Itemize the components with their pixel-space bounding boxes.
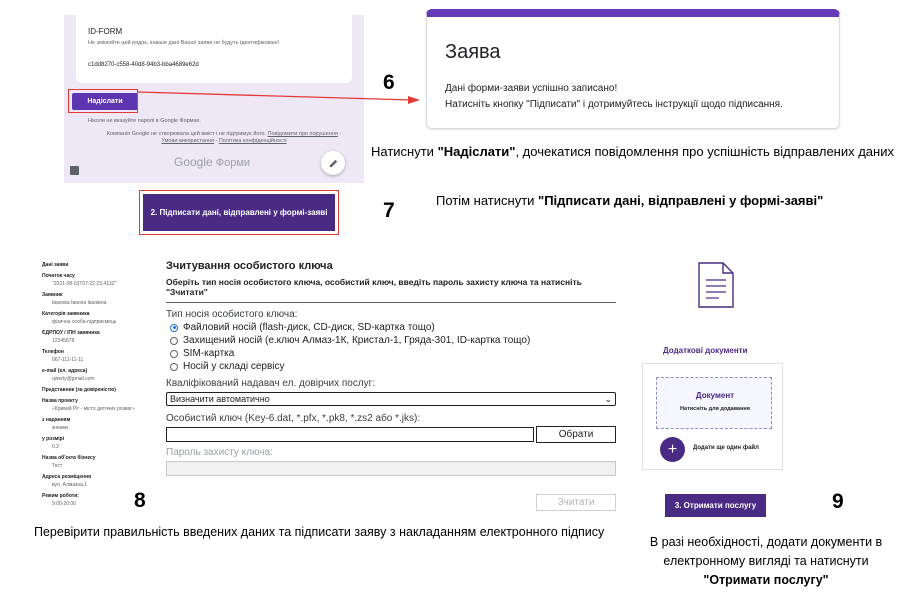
step-7-number: 7 xyxy=(383,199,395,222)
logo-forms: Форми xyxy=(215,157,251,169)
submit-highlight xyxy=(68,89,138,113)
sidebar-field-label: Режим роботи: xyxy=(42,493,79,499)
sign-data-button[interactable]: 2. Підписати дані, відправлені у формі-заяві xyxy=(143,194,335,231)
sidebar-field-label: у розмірі xyxy=(42,436,65,442)
radio-icon[interactable] xyxy=(170,350,178,358)
key-file-input[interactable] xyxy=(166,427,534,442)
carrier-option-label: Захищений носій (е.ключ Алмаз-1К, Кристал-1, Гряда-301, ID-картка тощо) xyxy=(183,335,531,346)
sidebar-field-value: 067-111-11-11 xyxy=(52,357,84,363)
id-warning: Не змінюйте цей рядок, інакше дані Вашої заяви не будуть ідентифіковані! xyxy=(88,40,280,46)
step-6-number: 6 xyxy=(383,71,395,94)
step-6-caption xyxy=(371,144,894,159)
sidebar-field-label: Адреса розміщення xyxy=(42,474,92,480)
document-dropzone[interactable] xyxy=(656,377,772,429)
carrier-sim-radio[interactable] xyxy=(170,348,234,359)
google-forms-logo xyxy=(174,155,250,169)
step-9-line2: електронному вигляді та натиснути xyxy=(663,554,869,568)
sidebar-field-value: "2021-08-03T07:22:23.413Z" xyxy=(52,281,117,287)
step-9-number: 9 xyxy=(832,490,844,513)
submit-button[interactable]: Надіслати xyxy=(72,93,138,110)
sidebar-field-label: ЄДРПОУ / ІПН заявника xyxy=(42,330,100,336)
sidebar-field-label: Представник (за довіреністю) xyxy=(42,387,116,393)
document-icon xyxy=(697,262,735,308)
dropzone-title: Документ xyxy=(695,391,735,400)
additional-docs-title: Додаткові документи xyxy=(663,346,748,355)
chevron-down-icon: ⌄ xyxy=(604,394,612,404)
sidebar-field-value: 9:00-20:00 xyxy=(52,501,76,507)
sidebar-field-value: Іванова Іванна Іванівна xyxy=(52,300,107,306)
carrier-option-label: SIM-картка xyxy=(183,348,235,359)
key-reading-form xyxy=(166,258,618,518)
sidebar-field-value: знежки xyxy=(52,425,69,431)
sidebar-field-value: 0.2 xyxy=(52,444,59,450)
password-input[interactable] xyxy=(166,461,616,476)
sidebar-field-label: Категорія заявника xyxy=(42,311,90,317)
terms-prefix: Компанія Google не створювала цей вміст і не підтримує його. xyxy=(106,131,266,137)
confirmation-title: Заява xyxy=(445,41,501,63)
terms-of-use-link[interactable]: Умови використання xyxy=(161,138,214,144)
step-9-bold: "Отримати послугу" xyxy=(703,573,829,587)
password-notice: Ніколи не вказуйте паролі в Google Формах. xyxy=(88,118,201,124)
provider-value: Визначити автоматично xyxy=(170,394,270,404)
sidebar-field-label: Заявник xyxy=(42,292,63,298)
step-6-pre: Натиснути xyxy=(371,144,438,159)
sidebar-field-label: e-mail (ел. адреса) xyxy=(42,368,88,374)
sidebar-field-label: Назва проекту xyxy=(42,398,78,404)
key-form-subtitle: Оберіть тип носія особистого ключа, особистий ключ, введіть пароль захисту ключа та натисніть "Зчитати" xyxy=(166,277,582,297)
radio-checked-icon[interactable] xyxy=(170,324,178,332)
step-8-caption: Перевірити правильність введених даних та підписати заяву з накладанням електронного підпису xyxy=(34,525,605,539)
confirmation-line-2: Натисніть кнопку "Підписати" і дотримуйтесь інструкції щодо підписання. xyxy=(445,99,783,110)
key-form-title: Зчитування особистого ключа xyxy=(166,260,333,272)
step-6-bold: "Надіслати" xyxy=(437,144,516,159)
sidebar-field-value: «Кривий Ріг - місто дитячих розваг» xyxy=(52,406,135,412)
confirmation-line-1: Дані форми-заяви успішно записано! xyxy=(445,83,618,94)
sidebar-field-label: Телефон xyxy=(42,349,64,355)
step-8-number: 8 xyxy=(134,489,146,512)
sidebar-field-label: Початок часу xyxy=(42,273,75,279)
sidebar-field-value: вул. Алмазна,1 xyxy=(52,482,88,488)
report-flag-icon[interactable] xyxy=(70,166,79,175)
logo-google: Google xyxy=(174,155,213,169)
id-form-label: ID-FORM xyxy=(88,27,123,36)
step-9-line1: В разі необхідності, додати документи в xyxy=(649,535,883,549)
radio-icon[interactable] xyxy=(170,363,178,371)
sidebar-field-value: qwerty@gmail.com xyxy=(52,376,95,382)
privacy-policy-link[interactable]: Політика конфіденційності xyxy=(218,138,287,144)
step-7-bold: "Підписати дані, відправлені у формі-заяві" xyxy=(538,193,824,208)
application-data-sidebar xyxy=(40,262,160,522)
step-9-caption xyxy=(630,533,902,590)
get-service-button[interactable]: 3. Отримати послугу xyxy=(665,494,766,517)
step-7-caption xyxy=(436,193,823,208)
edit-pencil-icon[interactable] xyxy=(321,151,345,175)
browse-button[interactable]: Обрати xyxy=(536,426,616,443)
sidebar-field-value: Тест xyxy=(52,463,63,469)
step-6-post: , дочекатися повідомлення про успішність відправлених даних xyxy=(515,144,894,159)
terms-text: Компанія Google не створювала цей вміст і не підтримує його. Повідомити про порушення - Умови використання - Політика конфіденційності xyxy=(106,131,342,144)
form-card xyxy=(76,15,352,83)
carrier-label: Тип носія особистого ключа: xyxy=(166,309,298,320)
confirmation-card xyxy=(426,9,840,129)
password-label: Пароль захисту ключа: xyxy=(166,447,273,458)
id-form-value: c1dd8270-c558-40d8-94b3-bba4689e62d xyxy=(88,62,199,68)
carrier-option-label: Носій у складі сервісу xyxy=(183,361,285,372)
carrier-option-label: Файловий носій (flash-диск, CD-диск, SD-картка тощо) xyxy=(183,322,435,333)
divider xyxy=(166,302,616,303)
dropzone-hint: Натисніть для додавання xyxy=(680,406,750,412)
sidebar-field-label: Дані заяви xyxy=(42,262,69,268)
provider-select[interactable] xyxy=(166,392,616,406)
carrier-secure-radio[interactable] xyxy=(170,335,530,346)
key-file-label: Особистий ключ (Key-6.dat, *.pfx, *.pk8, *.zs2 або *.jks): xyxy=(166,413,421,424)
sidebar-field-value: 12345678 xyxy=(52,338,75,344)
report-abuse-link[interactable]: Повідомити про порушення xyxy=(267,131,338,137)
add-file-button[interactable]: + xyxy=(660,437,685,462)
sidebar-field-label: Назва об'єкта бізнесу xyxy=(42,455,96,461)
provider-label: Кваліфікований надавач ел. довірчих послуг: xyxy=(166,378,376,389)
step-7-pre: Потім натиснути xyxy=(436,193,539,208)
read-button[interactable]: Зчитати xyxy=(536,494,616,511)
add-file-label[interactable]: Додати ще один файл xyxy=(693,445,759,451)
carrier-service-radio[interactable] xyxy=(170,361,285,372)
sidebar-field-value: фізична особа-підприємець xyxy=(52,319,117,325)
sidebar-field-label: з наданням xyxy=(42,417,71,423)
radio-icon[interactable] xyxy=(170,337,178,345)
carrier-file-radio[interactable] xyxy=(170,322,435,333)
